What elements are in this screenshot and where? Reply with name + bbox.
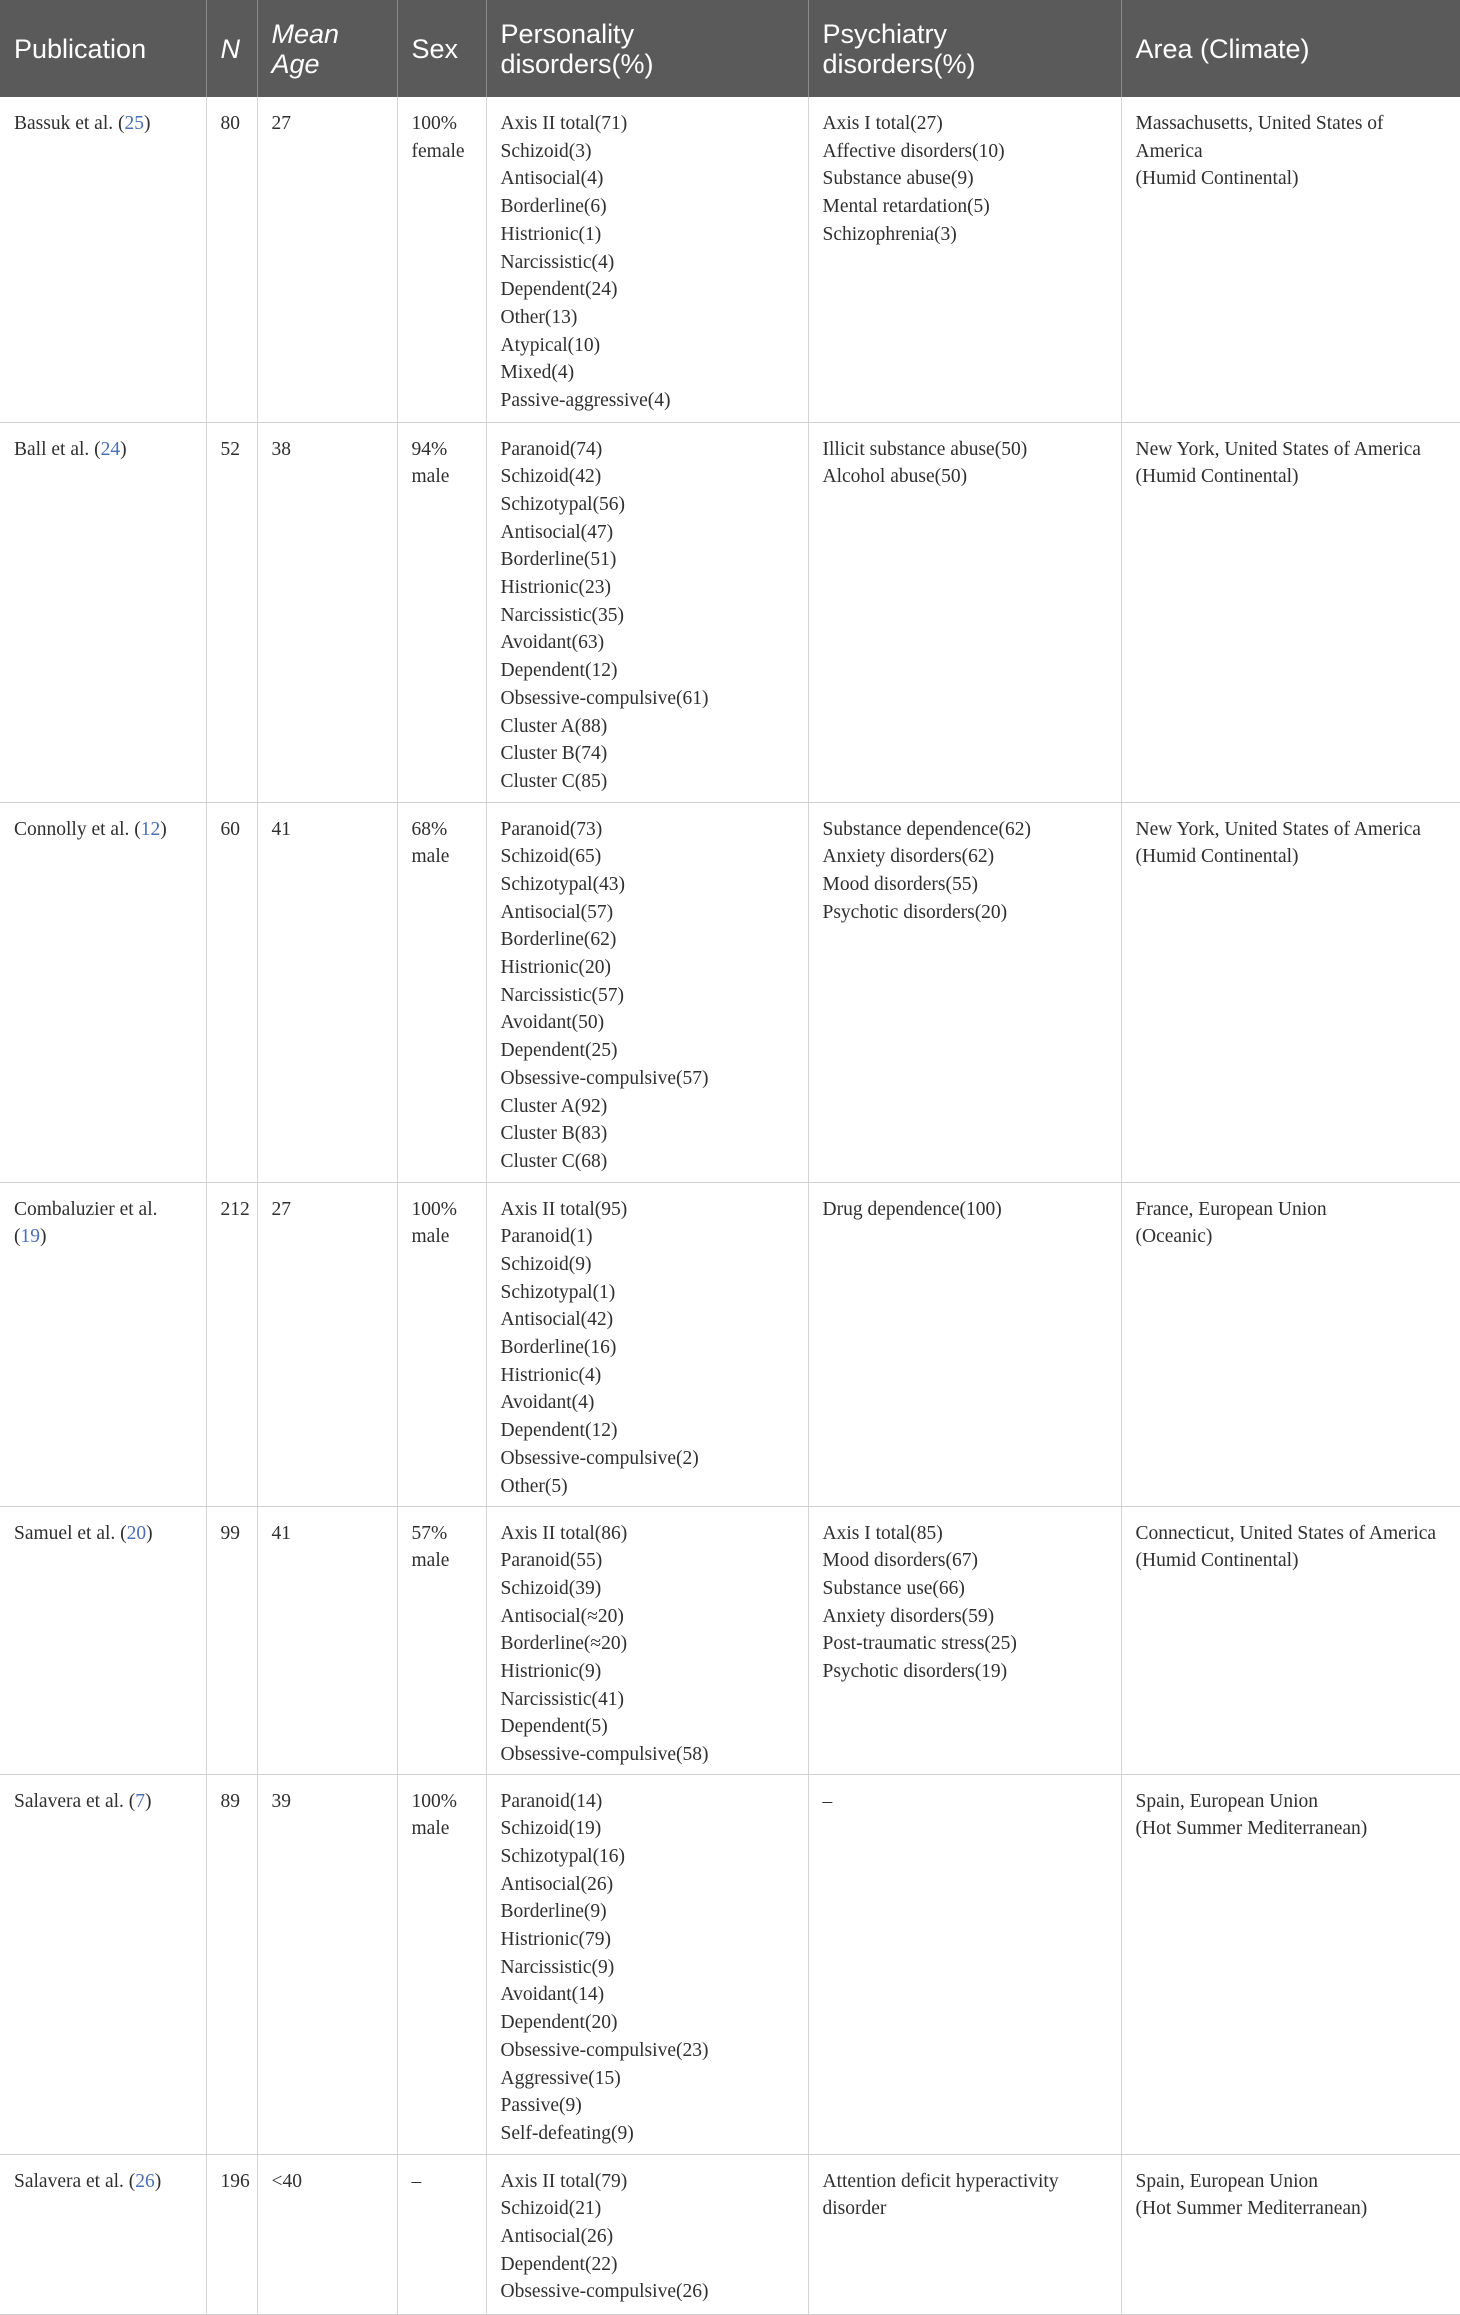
list-item: Dependent(25) — [500, 1040, 618, 1062]
list-item: Histrionic(20) — [500, 957, 611, 979]
list-item: Antisocial(26) — [500, 2225, 614, 2247]
table-row — [0, 1506, 1460, 1774]
n-cell: 196 — [206, 2154, 257, 2314]
list-item: Obsessive-compulsive(2) — [500, 1447, 699, 1469]
list-item: Narcissistic(9) — [500, 1956, 615, 1978]
list-item: Substance dependence(62) — [822, 818, 1031, 840]
list-item: Antisocial(47) — [500, 521, 614, 543]
list-item: Schizoid(42) — [500, 466, 602, 488]
list-item: Paranoid(74) — [500, 438, 603, 460]
list-item: Schizophrenia(3) — [822, 223, 957, 245]
list-item: Dependent(12) — [500, 1420, 618, 1442]
publication-name: Connolly et al. ( — [14, 818, 141, 840]
publication-name: Salavera et al. ( — [14, 1790, 136, 1812]
table-row — [0, 422, 1460, 802]
list-item: Borderline(51) — [500, 549, 617, 571]
list-item: Spain, European Union — [1135, 2170, 1319, 2192]
list-item: Paranoid(14) — [500, 1790, 603, 1812]
mean-age-cell: 41 — [257, 1506, 397, 1774]
list-item: Avoidant(14) — [500, 1984, 605, 2006]
list-item: Borderline(≈20) — [500, 1633, 628, 1655]
list-item: Psychotic disorders(20) — [822, 901, 1008, 923]
header-area-climate: Area (Climate) — [1135, 33, 1310, 64]
reference-close: ) — [145, 1790, 152, 1812]
list-item: Anxiety disorders(59) — [822, 1605, 995, 1627]
list-item: Paranoid(55) — [500, 1550, 603, 1572]
publication-name: Salavera et al. ( — [14, 2170, 136, 2192]
publication-name: Ball et al. ( — [14, 438, 101, 460]
list-item: (Oceanic) — [1135, 1226, 1213, 1248]
list-item: Cluster B(74) — [500, 743, 608, 765]
list-item: Antisocial(4) — [500, 168, 604, 190]
list-item: Schizoid(19) — [500, 1818, 602, 1840]
sex-cell: 57% male — [397, 1506, 486, 1774]
reference-link[interactable]: 20 — [126, 1522, 147, 1544]
list-item: Paranoid(73) — [500, 818, 603, 840]
reference-link[interactable]: 24 — [100, 438, 121, 460]
sex-cell: 100% female — [397, 97, 486, 422]
list-item: Schizoid(65) — [500, 846, 602, 868]
header-publication: Publication — [0, 0, 206, 97]
list-item: Avoidant(4) — [500, 1392, 595, 1414]
list-item: Cluster A(88) — [500, 715, 608, 737]
list-item: Axis II total(79) — [500, 2170, 628, 2192]
table-row — [0, 802, 1460, 1182]
list-item: Obsessive-compulsive(58) — [500, 1744, 709, 1766]
publication-name: Combaluzier et al. ( — [14, 1198, 158, 1248]
personality-disorders-cell — [486, 422, 808, 802]
list-item: Passive(9) — [500, 2095, 582, 2117]
table-row — [0, 1774, 1460, 2154]
list-item: Dependent(22) — [500, 2253, 618, 2275]
list-item: Mental retardation(5) — [822, 196, 990, 218]
list-item: Schizoid(9) — [500, 1253, 592, 1275]
reference-close: ) — [146, 1522, 153, 1544]
reference-link[interactable]: 26 — [135, 2170, 155, 2192]
area-climate-cell — [1121, 2154, 1460, 2314]
list-item: Dependent(12) — [500, 660, 618, 682]
list-item: Axis I total(27) — [822, 113, 943, 134]
list-item: Avoidant(63) — [500, 632, 605, 654]
list-item: Alcohol abuse(50) — [822, 466, 968, 488]
list-item: Borderline(62) — [500, 929, 617, 951]
table-row — [0, 1182, 1460, 1506]
reference-link[interactable]: 12 — [140, 818, 161, 840]
publication-cell — [0, 1182, 206, 1506]
list-item: Obsessive-compulsive(26) — [500, 2281, 709, 2303]
list-item: Obsessive-compulsive(57) — [500, 1067, 709, 1089]
area-climate-cell — [1121, 802, 1460, 1182]
list-item: Post-traumatic stress(25) — [822, 1633, 1017, 1655]
list-item: Schizoid(21) — [500, 2198, 602, 2220]
list-item: (Humid Continental) — [1135, 466, 1299, 488]
list-item: Antisocial(57) — [500, 901, 614, 923]
personality-disorders-cell — [486, 2154, 808, 2314]
publication-name: Samuel et al. ( — [14, 1522, 127, 1544]
area-climate-cell — [1121, 97, 1460, 422]
list-item: Antisocial(42) — [500, 1309, 614, 1331]
sex-cell: 68% male — [397, 802, 486, 1182]
reference-close: ) — [154, 2170, 162, 2192]
list-item: Schizoid(39) — [500, 1577, 602, 1599]
list-item: Atypical(10) — [500, 334, 601, 356]
list-item: Illicit substance abuse(50) — [822, 438, 1028, 460]
list-item: Dependent(24) — [500, 279, 618, 301]
psychiatry-disorders-cell — [808, 1774, 1121, 2154]
list-item: Attention deficit hyperactivity disorder — [822, 2170, 1059, 2220]
sex-cell: 100% male — [397, 1774, 486, 2154]
personality-disorders-cell — [486, 1774, 808, 2154]
sex-cell: 100% male — [397, 1182, 486, 1506]
list-item: Dependent(20) — [500, 2012, 618, 2034]
list-item: Schizoid(3) — [500, 140, 592, 162]
list-item: Other(5) — [500, 1475, 568, 1497]
n-cell: 60 — [206, 802, 257, 1182]
list-item: Dependent(5) — [500, 1716, 608, 1738]
list-item: Narcissistic(4) — [500, 251, 615, 273]
list-item: Self-defeating(9) — [500, 2122, 634, 2144]
n-cell: 99 — [206, 1506, 257, 1774]
list-item: Histrionic(1) — [500, 223, 602, 245]
personality-disorders-cell — [486, 1506, 808, 1774]
reference-close: ) — [143, 113, 151, 134]
list-item: Narcissistic(57) — [500, 984, 624, 1006]
list-item: France, European Union — [1135, 1198, 1327, 1220]
list-item: Cluster C(68) — [500, 1150, 608, 1172]
list-item: Antisocial(26) — [500, 1873, 614, 1895]
mean-age-cell: 38 — [257, 422, 397, 802]
reference-link[interactable]: 7 — [135, 1790, 146, 1812]
publication-cell — [0, 1506, 206, 1774]
reference-close: ) — [40, 1226, 47, 1248]
n-cell: 212 — [206, 1182, 257, 1506]
list-item: – — [822, 1790, 833, 1812]
publication-cell — [0, 2154, 206, 2314]
list-item: Drug dependence(100) — [822, 1198, 1002, 1220]
area-climate-cell — [1121, 1182, 1460, 1506]
list-item: Schizotypal(1) — [500, 1281, 616, 1303]
list-item: Histrionic(9) — [500, 1661, 602, 1683]
list-item: Borderline(6) — [500, 196, 607, 218]
table-row — [0, 2154, 1460, 2314]
header-psychiatry-disorders: Psychiatry disorders(%) — [808, 0, 1121, 97]
list-item: Connecticut, United States of America — [1135, 1522, 1437, 1544]
list-item: Borderline(16) — [500, 1337, 617, 1359]
list-item: Massachusetts, United States of America — [1135, 113, 1384, 162]
list-item: Schizotypal(16) — [500, 1845, 626, 1867]
list-item: Cluster A(92) — [500, 1095, 608, 1117]
list-item: Cluster C(85) — [500, 770, 608, 792]
personality-disorders-cell — [486, 97, 808, 422]
list-item: Obsessive-compulsive(23) — [500, 2039, 709, 2061]
list-item: Axis II total(95) — [500, 1198, 628, 1220]
header-sex: Sex — [397, 0, 486, 97]
list-item: (Hot Summer Mediterranean) — [1135, 1818, 1368, 1840]
list-item: Substance abuse(9) — [822, 168, 974, 190]
list-item: Anxiety disorders(62) — [822, 846, 995, 868]
list-item: Other(13) — [500, 306, 578, 328]
psychiatry-disorders-cell — [808, 802, 1121, 1182]
list-item: Axis I total(85) — [822, 1522, 943, 1544]
list-item: Spain, European Union — [1135, 1790, 1319, 1812]
psychiatry-disorders-cell — [808, 422, 1121, 802]
list-item: (Hot Summer Mediterranean) — [1135, 2198, 1368, 2220]
area-climate-cell — [1121, 1774, 1460, 2154]
area-climate-cell — [1121, 422, 1460, 802]
mean-age-cell: 41 — [257, 802, 397, 1182]
list-item: Borderline(9) — [500, 1901, 607, 1923]
reference-close: ) — [160, 818, 167, 840]
list-item: Substance use(66) — [822, 1577, 965, 1599]
list-item: Passive-aggressive(4) — [500, 390, 671, 412]
table-row — [0, 97, 1460, 422]
reference-link[interactable]: 19 — [20, 1226, 40, 1248]
list-item: Axis II total(86) — [500, 1522, 628, 1544]
mean-age-cell: 39 — [257, 1774, 397, 2154]
header-n: N — [206, 0, 257, 97]
personality-disorders-cell — [486, 1182, 808, 1506]
n-cell: 89 — [206, 1774, 257, 2154]
list-item: Paranoid(1) — [500, 1226, 593, 1248]
list-item: Mixed(4) — [500, 362, 575, 384]
list-item: Aggressive(15) — [500, 2067, 621, 2089]
list-item: Narcissistic(41) — [500, 1688, 624, 1710]
sex-cell: – — [397, 2154, 486, 2314]
list-item: Axis II total(71) — [500, 113, 628, 134]
publication-cell — [0, 422, 206, 802]
list-item: Cluster B(83) — [500, 1123, 608, 1145]
area-climate-cell — [1121, 1506, 1460, 1774]
list-item: (Humid Continental) — [1135, 1550, 1299, 1572]
psychiatry-disorders-cell — [808, 2154, 1121, 2314]
list-item: Schizotypal(43) — [500, 873, 626, 895]
psychiatry-disorders-cell — [808, 1182, 1121, 1506]
n-cell: 52 — [206, 422, 257, 802]
list-item: New York, United States of America — [1135, 438, 1421, 460]
list-item: Narcissistic(35) — [500, 604, 624, 626]
reference-close: ) — [120, 438, 127, 460]
reference-link[interactable]: 25 — [124, 113, 144, 134]
list-item: Schizotypal(56) — [500, 493, 626, 515]
list-item: Mood disorders(67) — [822, 1550, 978, 1572]
list-item: Histrionic(79) — [500, 1929, 611, 1951]
list-item: Antisocial(≈20) — [500, 1605, 624, 1627]
n-cell: 80 — [206, 97, 257, 422]
mean-age-cell: <40 — [257, 2154, 397, 2314]
mean-age-cell: 27 — [257, 1182, 397, 1506]
list-item: Mood disorders(55) — [822, 873, 978, 895]
list-item: (Humid Continental) — [1135, 846, 1299, 868]
mean-age-cell: 27 — [257, 97, 397, 422]
psychiatry-disorders-cell — [808, 1506, 1121, 1774]
personality-disorders-cell — [486, 802, 808, 1182]
sex-cell: 94% male — [397, 422, 486, 802]
header-personality-disorders: Personality disorders(%) — [486, 0, 808, 97]
table-header-row — [0, 0, 1460, 97]
list-item: (Humid Continental) — [1135, 168, 1299, 190]
list-item: Avoidant(50) — [500, 1012, 605, 1034]
list-item: Affective disorders(10) — [822, 140, 1005, 162]
list-item: New York, United States of America — [1135, 818, 1421, 840]
psychiatry-disorders-cell — [808, 97, 1121, 422]
list-item: Obsessive-compulsive(61) — [500, 687, 709, 709]
header-mean-age: Mean Age — [257, 0, 397, 97]
list-item: Histrionic(4) — [500, 1364, 602, 1386]
list-item: Psychotic disorders(19) — [822, 1661, 1008, 1683]
publication-cell — [0, 802, 206, 1182]
list-item: Histrionic(23) — [500, 577, 611, 599]
publication-cell — [0, 1774, 206, 2154]
publication-cell — [0, 97, 206, 422]
publication-name: Bassuk et al. ( — [14, 113, 125, 134]
